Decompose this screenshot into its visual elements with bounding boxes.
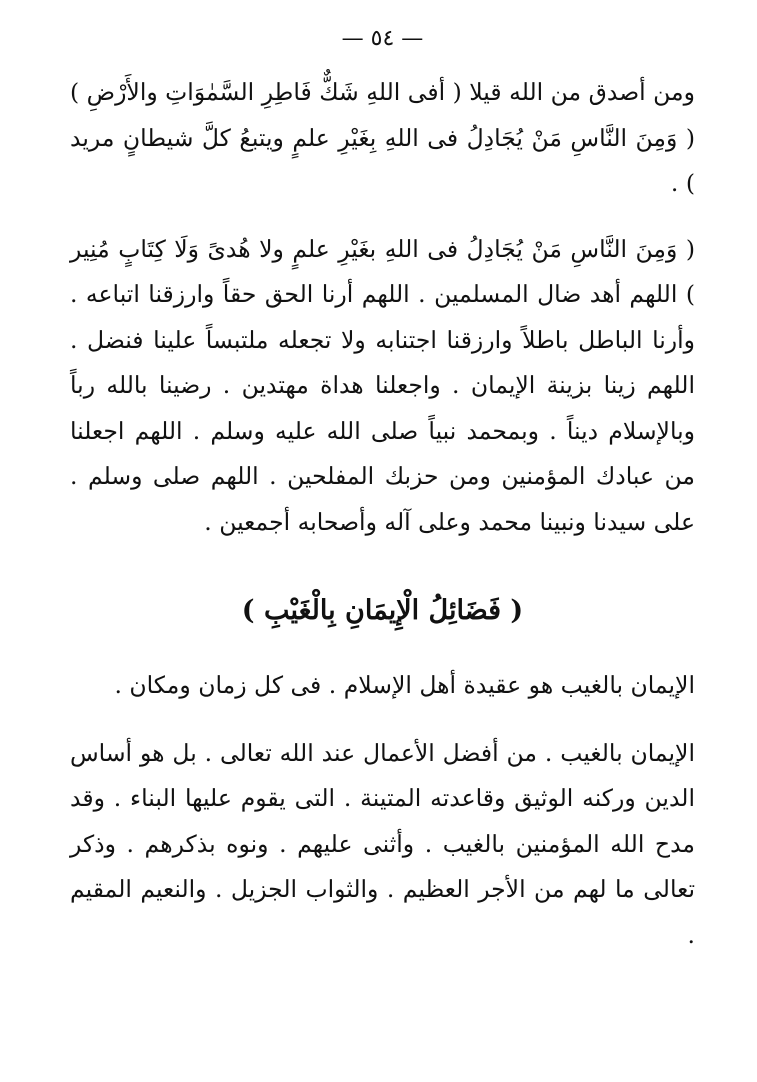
paragraph-faith-definition: الإيمان بالغيب هو عقيدة أهل الإسلام . فى كل زمان ومكان . (114, 671, 695, 699)
section-heading: ( فَضَائِلُ الْإِيمَانِ بِالْغَيْبِ ) (241, 595, 524, 626)
paragraph-supplication: ( وَمِنَ النَّاسِ مَنْ يُجَادِلُ فى اللهِ بغَيْرِ علمٍ ولا هُدىً وَلَا كِتَابٍ مُنِير ) اللهم أهد ضال المسلمين . اللهم أرنا الحق حقاً وارزقنا اتباعه . وأرنا الباطل باطلاً وارزقنا اجتنابه ولا تجعله ملتبساً علينا فنضل . اللهم زينا بزينة الإيمان . واجعلنا هداة مهتدين . رضينا بالله رباً وبالإسلام ديناً . وبمحمد نبياً صلى الله عليه وسلم . اللهم اجعلنا من عبادك المؤمنين ومن حزبك المفلحين . اللهم صلى وسلم . على سيدنا ونبينا محمد وعلى آله وأصحابه أجمعين . (70, 234, 695, 536)
paragraph-quran-quote: ومن أصدق من الله قيلا ( أفى اللهِ شَكٌّ فَاطِرِ السَّمٰوَاتِ والأَرْضِ ) ( وَمِنَ النَّاسِ مَنْ يُجَادِلُ فى اللهِ بِغَيْرِ علمٍ ويتبعُ كلَّ شيطانٍ مريد ) . (70, 78, 695, 197)
paragraph-faith-virtues: الإيمان بالغيب . من أفضل الأعمال عند الله تعالى . بل هو أساس الدين وركنه الوثيق وقاعدته المتينة . التى يقوم عليها البناء . وقد مدح الله المؤمنين بالغيب . وأثنى عليهم . ونوه بذكرهم . وذكر تعالى ما لهم من الأجر العظيم . والثواب الجزيل . والنعيم المقيم . (70, 738, 695, 949)
page-number: — ٥٤ — (341, 26, 424, 51)
